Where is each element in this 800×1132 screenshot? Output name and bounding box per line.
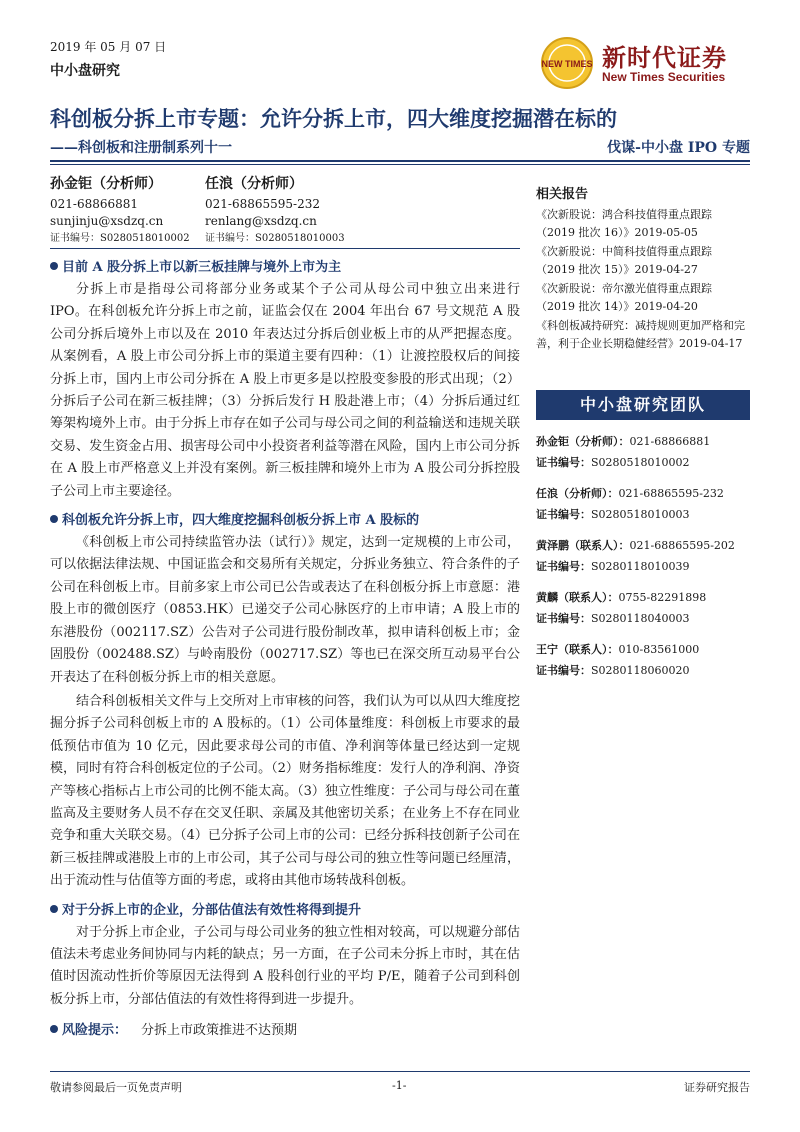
team-member bbox=[536, 639, 750, 681]
section-paragraph: 对于分拆上市企业，子公司与母公司业务的独立性相对较高，可以规避分部估值法未考虑业务间协同与内耗的缺点；另一方面，在子公司未分拆上市时，其在估值时因流动性折价等原因无法得到 A 股科创行业的平均 P/E，随着子公司到科创板分拆上市，分部估值法的有效性将得到进一步提升。 bbox=[50, 924, 520, 1007]
title-rule-thin bbox=[50, 164, 750, 165]
footer-rule bbox=[50, 1071, 750, 1072]
member-phone: 0755-82291898 bbox=[618, 591, 707, 604]
team-member bbox=[536, 483, 750, 525]
member-cert-label: 证书编号： bbox=[536, 664, 591, 677]
member-name: 黄泽鹏（联系人）： bbox=[536, 539, 630, 552]
member-cert-line bbox=[536, 452, 750, 473]
related-report-item[interactable]: 《次新股说：中简科技值得重点跟踪（2019 批次 15）》2019-04-27 bbox=[536, 245, 712, 276]
related-report-item[interactable]: 《次新股说：帝尔激光值得重点跟踪（2019 批次 14）》2019-04-20 bbox=[536, 282, 712, 313]
series-tag: 伐谋-中小盘 IPO 专题 bbox=[607, 140, 750, 156]
member-name-line bbox=[536, 587, 750, 608]
bullet-icon bbox=[50, 262, 58, 270]
member-name-line bbox=[536, 483, 750, 504]
analyst-rule bbox=[50, 248, 520, 249]
main-content bbox=[50, 250, 520, 1038]
section-heading bbox=[50, 899, 520, 918]
analyst-cert: 证书编号：S0280518010002 bbox=[50, 233, 190, 244]
analyst-card bbox=[50, 176, 190, 247]
member-cert: S0280118040003 bbox=[591, 612, 690, 625]
member-cert: S0280118060020 bbox=[591, 664, 690, 677]
risk-label: 风险提示： bbox=[62, 1023, 128, 1039]
bullet-icon bbox=[50, 515, 58, 523]
team-member bbox=[536, 431, 750, 473]
section-paragraph: 分拆上市是指母公司将部分业务或某个子公司从母公司中独立出来进行 IPO。在科创板允许分拆上市之前，证监会仅在 2004 年出台 67 号文规范 A 股公司分拆后境外上市以及在 2010 年表达过分拆后创业板上市的从严把握态度。从案例看，A 股上市公司分拆上市的渠道主要有四种：（1）让渡控股权后的间接分拆上市，国内上市公司分拆在 A 股上市更多是以控股变参股的形式出现；（2）分拆后子公司在新三板挂牌；（3）分拆后发行 H 股赴港上市；（4）分拆后通过红筹架构境外上市。由于分拆上市存在如子公司与母公司之间的利益输送和违规关联交易、发生资金占用、损害母公司中小投资者利益等潜在风险，国内上市公司分拆在 A 股上市严格意义上并没有案例。新三板挂牌和境外上市为 A 股公司分拆控股子公司上市主要途径。 bbox=[50, 282, 520, 499]
member-cert-line bbox=[536, 608, 750, 629]
member-cert-line bbox=[536, 556, 750, 577]
team-member bbox=[536, 535, 750, 577]
section-paragraph: 结合科创板相关文件与上交所对上市审核的问答，我们认为可以从四大维度挖掘分拆子公司科创板上市的 A 股标的。（1）公司体量维度：科创板上市要求的最低预估市值为 10 亿元，因此要求母公司的市值、净利润等体量已经达到一定规模，同时有符合科创板定位的子公司。（2）财务指标维度：发行人的净利润、净资产等核心指标占上市公司的比例不能太高。（3）独立性维度：子公司与母公司在董监高及主要财务人员不存在交叉任职、亲属及其他密切关系；在业务上不存在同业竞争和重大关联交易。（4）已分拆子公司上市的公司：已经分拆科技创新子公司在新三板挂牌或港股上市的上市公司，其子公司与母公司的独立性等问题已经厘清，出于流动性与估值等方面的考虑，或将由其他市场转战科创板。 bbox=[50, 693, 520, 889]
section-paragraph: 《科创板上市公司持续监管办法（试行）》规定，达到一定规模的上市公司，可以依据法律法规、中国证监会和交易所有关规定，分拆业务独立、符合条件的子公司在科创板上市。目前多家上市公司已公告或表达了在科创板分拆上市意愿：港股上市的微创医疗（0853.HK）已递交子公司心脉医疗的上市申请；A 股上市的东港股份（002117.SZ）公告对子公司进行股份制改革，拟申请科创板上市；金固股份（002488.SZ）与岭南股份（002717.SZ）等也已在深交所互动易平台公开表达了在科创板分拆上市的相关意愿。 bbox=[50, 535, 520, 685]
member-phone: 010-83561000 bbox=[618, 643, 700, 656]
analyst-email[interactable]: sunjinju@xsdzq.cn bbox=[50, 214, 164, 228]
analyst-card bbox=[205, 176, 345, 247]
logo-en: New Times Securities bbox=[602, 70, 726, 84]
member-cert: S0280518010003 bbox=[591, 508, 690, 521]
member-name: 孙金钜（分析师）： bbox=[536, 435, 630, 448]
section-heading bbox=[50, 509, 520, 528]
section-heading-text: 科创板允许分拆上市，四大维度挖掘科创板分拆上市 A 股标的 bbox=[62, 513, 420, 529]
member-phone: 021-68865595-232 bbox=[618, 487, 724, 500]
bullet-icon bbox=[50, 905, 58, 913]
member-cert-label: 证书编号： bbox=[536, 560, 591, 573]
section-heading-text: 目前 A 股分拆上市以新三板挂牌与境外上市为主 bbox=[62, 260, 342, 275]
report-subtitle: ——科创板和注册制系列十一 bbox=[50, 140, 232, 156]
logo-mark-icon bbox=[540, 36, 594, 90]
analyst-phone: 021-68865595-232 bbox=[205, 197, 320, 211]
member-name: 王宁（联系人）： bbox=[536, 643, 619, 656]
analyst-name: 孙金钜（分析师） bbox=[50, 176, 162, 192]
member-cert: S0280518010002 bbox=[591, 456, 690, 469]
company-logo bbox=[540, 36, 760, 92]
footer-disclaimer[interactable]: 敬请参阅最后一页免责声明 bbox=[50, 1081, 182, 1094]
report-date: 2019 年 05 月 07 日 bbox=[50, 40, 167, 54]
report-title: 科创板分拆上市专题：允许分拆上市，四大维度挖掘潜在标的 bbox=[50, 106, 617, 131]
member-cert-label: 证书编号： bbox=[536, 508, 591, 521]
member-cert-label: 证书编号： bbox=[536, 612, 591, 625]
logo-cn: 新时代证券 bbox=[602, 43, 727, 72]
related-reports bbox=[536, 183, 750, 354]
related-heading: 相关报告 bbox=[536, 187, 589, 202]
risk-text: 分拆上市政策推进不达预期 bbox=[141, 1023, 298, 1039]
risk-note bbox=[50, 1019, 520, 1038]
analyst-phone: 021-68866881 bbox=[50, 197, 139, 211]
member-cert-line bbox=[536, 504, 750, 525]
title-rule-thick bbox=[50, 160, 750, 162]
related-report-item[interactable]: 《次新股说：鸿合科技值得重点跟踪（2019 批次 16）》2019-05-05 bbox=[536, 208, 712, 239]
section-heading bbox=[50, 256, 520, 275]
logo-mark-text: NEW TIMES bbox=[541, 59, 593, 69]
report-category: 中小盘研究 bbox=[50, 63, 120, 79]
member-name: 黄麟（联系人）： bbox=[536, 591, 619, 604]
analyst-name: 任浪（分析师） bbox=[205, 176, 303, 192]
member-cert-label: 证书编号： bbox=[536, 456, 591, 469]
member-cert-line bbox=[536, 660, 750, 681]
member-name-line bbox=[536, 535, 750, 556]
bullet-icon bbox=[50, 1025, 58, 1033]
member-phone: 021-68866881 bbox=[629, 435, 711, 448]
team-title-bar: 中小盘研究团队 bbox=[536, 390, 750, 420]
page-number: -1- bbox=[392, 1079, 407, 1092]
analyst-email[interactable]: renlang@xsdzq.cn bbox=[205, 214, 317, 228]
member-cert: S0280118010039 bbox=[591, 560, 690, 573]
team-list bbox=[536, 431, 750, 691]
team-member bbox=[536, 587, 750, 629]
member-name-line bbox=[536, 431, 750, 452]
member-name-line bbox=[536, 639, 750, 660]
section-heading-text: 对于分拆上市的企业，分部估值法有效性将得到提升 bbox=[62, 902, 362, 918]
related-report-item[interactable]: 《科创板减持研究：减持规则更加严格和完善，利于企业长期稳健经营》2019-04-17 bbox=[536, 319, 745, 350]
member-phone: 021-68865595-202 bbox=[629, 539, 735, 552]
member-name: 任浪（分析师）： bbox=[536, 487, 619, 500]
footer-report-type: 证券研究报告 bbox=[684, 1081, 750, 1094]
analyst-cert: 证书编号：S0280518010003 bbox=[205, 233, 345, 244]
